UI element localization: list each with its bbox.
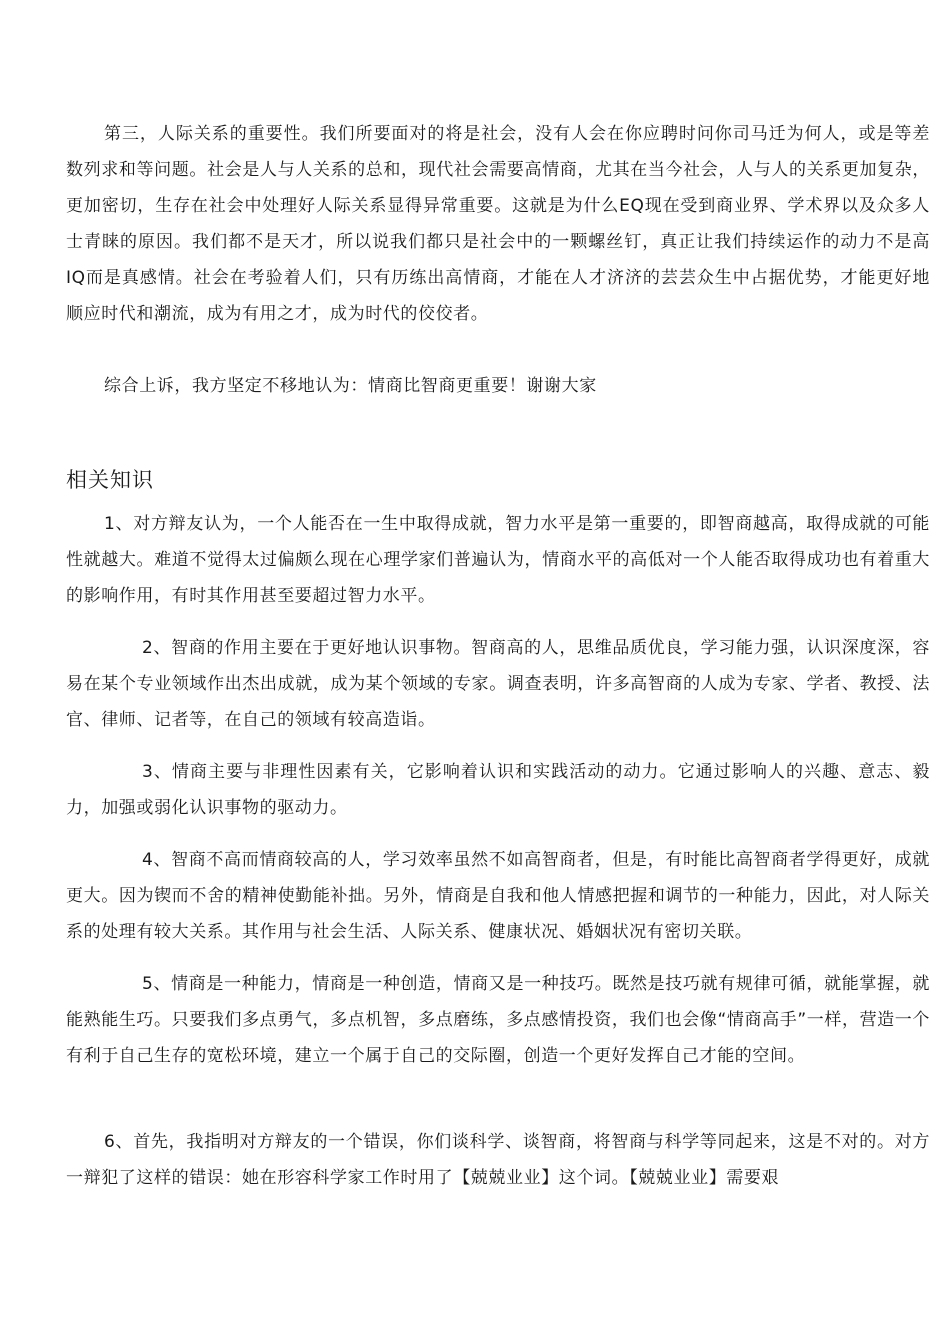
knowledge-item-5: 5、情商是一种能力，情商是一种创造，情商又是一种技巧。既然是技巧就有规律可循，就能掌握，就能熟能生巧。只要我们多点勇气，多点机智，多点磨练，多点感情投资，我们也会像“情商高手”一样，营造一个有利于自己生存的宽松环境，建立一个属于自己的交际圈，创造一个更好发挥自己才能的空间。 xyxy=(66,974,930,1066)
knowledge-item-6: 6、首先，我指明对方辩友的一个错误，你们谈科学、谈智商，将智商与科学等同起来，这是不对的。对方一辩犯了这样的错误：她在形容科学家工作时用了【兢兢业业】这个词。【兢兢业业】需要艰 xyxy=(66,1132,930,1188)
knowledge-item-3: 3、情商主要与非理性因素有关，它影响着认识和实践活动的动力。它通过影响人的兴趣、意志、毅力，加强或弱化认识事物的驱动力。 xyxy=(66,762,930,818)
section-heading: 相关知识 xyxy=(66,468,154,492)
intro-paragraph-2: 综合上诉，我方坚定不移地认为：情商比智商更重要！谢谢大家 xyxy=(104,376,597,396)
knowledge-item-1: 1、对方辩友认为，一个人能否在一生中取得成就，智力水平是第一重要的，即智商越高，取得成就的可能性就越大。难道不觉得太过偏颇么现在心理学家们普遍认为，情商水平的高低对一个人能否取得成功也有着重大的影响作用，有时其作用甚至要超过智力水平。 xyxy=(66,514,930,606)
intro-paragraph-1: 第三，人际关系的重要性。我们所要面对的将是社会，没有人会在你应聘时问你司马迁为何人，或是等差数列求和等问题。社会是人与人关系的总和，现代社会需要高情商，尤其在当今社会，人与人的关系更加复杂，更加密切，生存在社会中处理好人际关系显得异常重要。这就是为什么EQ现在受到商业界、学术界以及众多人士青睐的原因。我们都不是天才，所以说我们都只是社会中的一颗螺丝钉，真正让我们持续运作的动力不是高IQ而是真感情。社会在考验着人们，只有历练出高情商，才能在人才济济的芸芸众生中占据优势，才能更好地顺应时代和潮流，成为有用之才，成为时代的佼佼者。 xyxy=(66,124,930,324)
knowledge-item-2: 2、智商的作用主要在于更好地认识事物。智商高的人，思维品质优良，学习能力强，认识深度深，容易在某个专业领域作出杰出成就，成为某个领域的专家。调查表明，许多高智商的人成为专家、学者、教授、法官、律师、记者等，在自己的领域有较高造诣。 xyxy=(66,638,930,730)
knowledge-item-4: 4、智商不高而情商较高的人，学习效率虽然不如高智商者，但是，有时能比高智商者学得更好，成就更大。因为锲而不舍的精神使勤能补拙。另外，情商是自我和他人情感把握和调节的一种能力，因此，对人际关系的处理有较大关系。其作用与社会生活、人际关系、健康状况、婚姻状况有密切关联。 xyxy=(66,850,930,942)
